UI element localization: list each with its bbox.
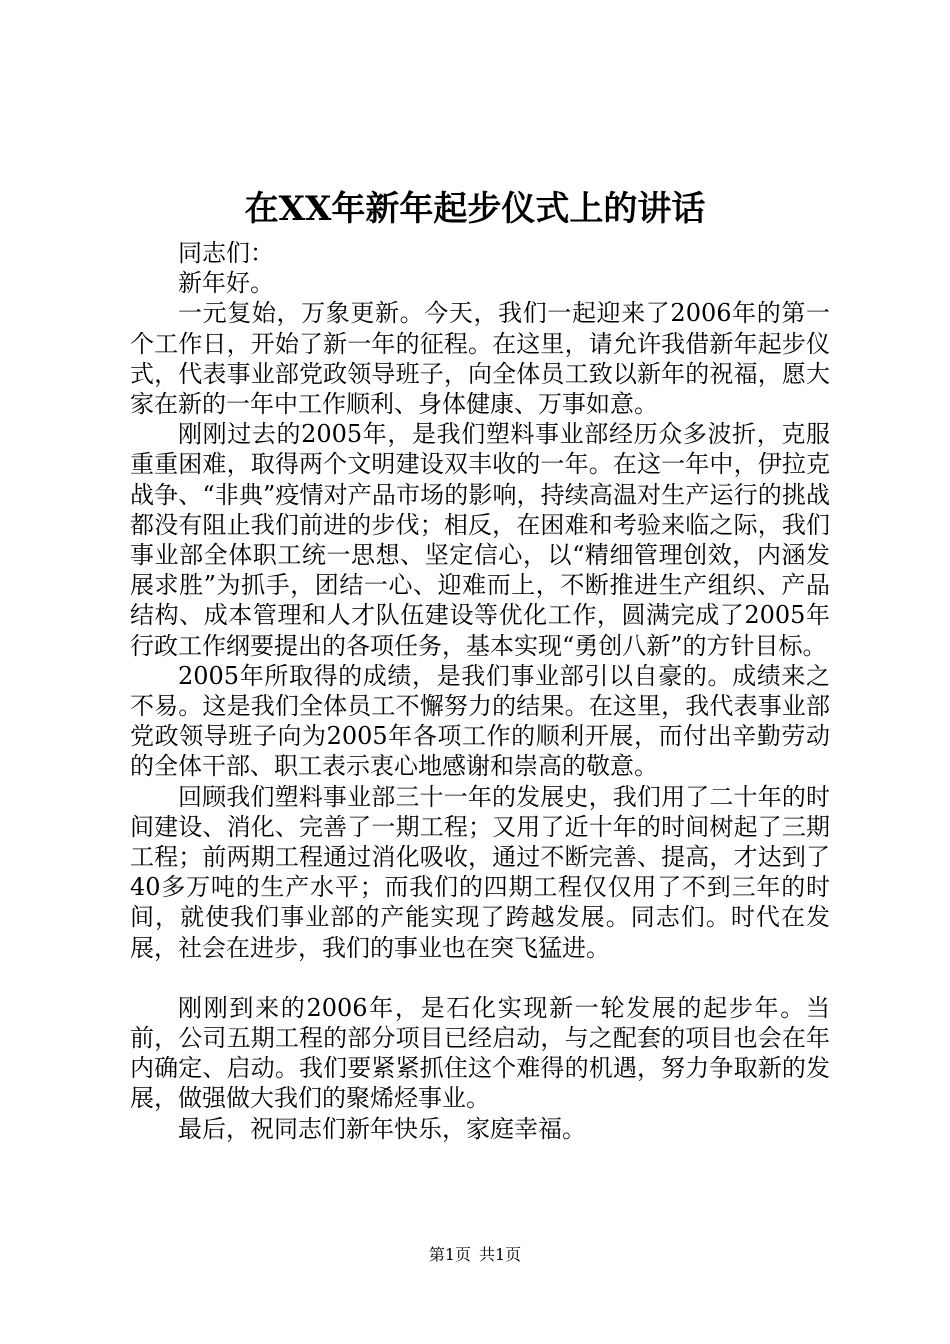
paragraph-history: 回顾我们塑料事业部三十一年的发展史，我们用了二十年的时间建设、消化、完善了一期工程；又用了近十年的时间树起了三期工程；前两期工程通过消化吸收，通过不断完善、提高，才达到了40多万吨的生产水平；而我们的四期工程仅仅用了不到三年的时间，就使我们事业部的产能实现了跨越发展。同志们。时代在发展，社会在进步，我们的事业也在突飞猛进。 — [130, 782, 830, 962]
paragraph-2006-outlook: 刚刚到来的2006年，是石化实现新一轮发展的起步年。当前，公司五期工程的部分项目已经启动，与之配套的项目也会在年内确定、启动。我们要紧紧抓住这个难得的机遇，努力争取新的发展，做强做大我们的聚烯烃事业。 — [130, 993, 830, 1113]
document-title: 在XX年新年起步仪式上的讲话 — [244, 189, 706, 229]
paragraph-achievements: 2005年所取得的成绩，是我们事业部引以自豪的。成绩来之不易。这是我们全体员工不懈努力的结果。在这里，我代表事业部党政领导班子向为2005年各项工作的顺利开展，而付出辛勤劳动的全体干部、职工表示衷心地感谢和崇高的敬意。 — [130, 661, 830, 781]
paragraph-new-year: 一元复始，万象更新。今天，我们一起迎来了2006年的第一个工作日，开始了新一年的征程。在这里，请允许我借新年起步仪式，代表事业部党政领导班子，向全体员工致以新年的祝福，愿大家在新的一年中工作顺利、身体健康、万事如意。 — [130, 299, 830, 419]
document-body — [130, 238, 830, 1144]
salutation: 同志们： — [178, 239, 274, 267]
page-number: 第1页 — [428, 1245, 471, 1264]
greeting: 新年好。 — [178, 269, 274, 298]
closing-wishes: 最后，祝同志们新年快乐，家庭幸福。 — [178, 1114, 586, 1143]
page-total: 共1页 — [479, 1245, 522, 1264]
paragraph-2005-review: 刚刚过去的2005年，是我们塑料事业部经历众多波折，克服重重困难，取得两个文明建设双丰收的一年。在这一年中，伊拉克战争、“非典”疫情对产品市场的影响，持续高温对生产运行的挑战都没有阻止我们前进的步伐；相反，在困难和考验来临之际，我们事业部全体职工统一思想、坚定信心，以“精细管理创效，内涵发展求胜”为抓手，团结一心、迎难而上，不断推进生产组织、产品结构、成本管理和人才队伍建设等优化工作，圆满完成了2005年行政工作纲要提出的各项任务，基本实现“勇创八新”的方针目标。 — [130, 420, 830, 660]
page-footer — [0, 1244, 950, 1266]
